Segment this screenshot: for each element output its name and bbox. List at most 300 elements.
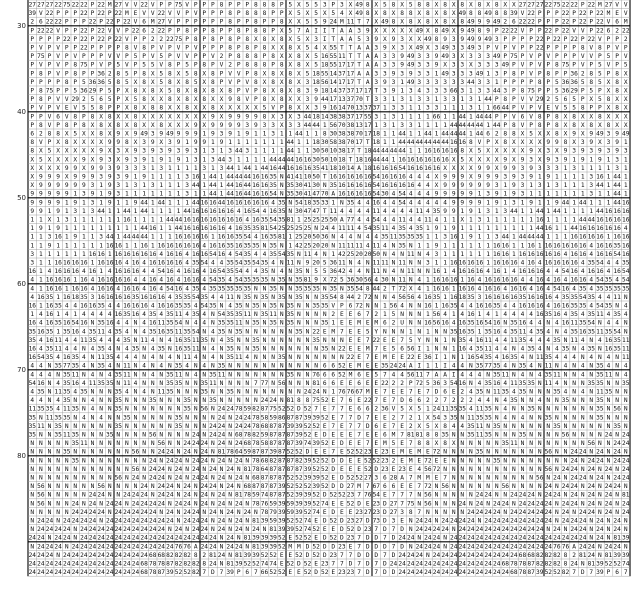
cell-symbol: 39	[252, 535, 260, 542]
cell-symbol: 4	[478, 285, 482, 292]
cell-symbol: 78	[519, 561, 527, 568]
cell-symbol: N	[460, 440, 464, 447]
cell-symbol: 4	[529, 311, 533, 318]
cell-symbol: M	[297, 543, 301, 550]
cell-symbol: N	[521, 466, 525, 473]
cell-symbol: 35	[97, 346, 105, 353]
cell-symbol: 35	[54, 363, 62, 370]
cell-symbol: 39	[622, 535, 630, 542]
cell-symbol: N	[194, 483, 198, 490]
cell-symbol: 39	[278, 483, 286, 490]
cell-symbol: 1	[443, 105, 447, 112]
cell-symbol: E	[383, 337, 387, 344]
cell-symbol: 23	[347, 535, 355, 542]
cell-symbol: 52	[295, 475, 303, 482]
cell-symbol: 44	[519, 234, 527, 241]
cell-symbol: 16	[519, 303, 527, 310]
cell-symbol: N	[435, 492, 439, 499]
cell-symbol: 3	[134, 182, 138, 189]
cell-symbol: 4	[202, 320, 206, 327]
cell-symbol: 7	[357, 535, 361, 542]
cell-symbol: 22	[140, 2, 148, 9]
cell-symbol: 87	[278, 475, 286, 482]
cell-symbol: 52	[261, 552, 269, 559]
cell-symbol: N	[538, 432, 542, 439]
cell-symbol: 35	[398, 234, 406, 241]
cell-symbol: N	[177, 483, 181, 490]
cell-symbol: 25	[295, 234, 303, 241]
cell-symbol: 24	[132, 518, 140, 525]
cell-symbol: 1	[254, 156, 258, 163]
cell-symbol: X	[65, 131, 69, 138]
cell-symbol: 16	[209, 208, 217, 215]
cell-symbol: 1	[323, 122, 327, 129]
cell-symbol: 24	[37, 518, 45, 525]
cell-symbol: E	[426, 449, 430, 456]
cell-symbol: 24	[235, 423, 243, 430]
cell-symbol: 1	[443, 268, 447, 275]
cell-symbol: T	[331, 36, 335, 43]
cell-symbol: 1	[151, 242, 155, 249]
cell-symbol: 11	[545, 363, 553, 370]
cell-symbol: 39	[295, 509, 303, 516]
cell-symbol: X	[392, 45, 396, 52]
cell-symbol: 4	[572, 285, 576, 292]
cell-symbol: 3	[443, 234, 447, 241]
cell-symbol: 49	[484, 36, 492, 43]
cell-symbol: E	[65, 105, 69, 112]
cell-symbol: 8	[288, 105, 292, 112]
cell-symbol: A	[572, 543, 576, 550]
cell-symbol: M	[366, 346, 370, 353]
cell-symbol: N	[607, 475, 611, 482]
cell-symbol: N	[486, 440, 490, 447]
cell-symbol: N	[538, 483, 542, 490]
cell-symbol: 35	[218, 285, 226, 292]
cell-symbol: X	[254, 36, 258, 43]
cell-symbol: N	[108, 483, 112, 490]
cell-symbol: D	[374, 466, 378, 473]
cell-symbol: 3	[486, 208, 490, 215]
cell-symbol: 3	[503, 174, 507, 181]
cell-symbol: 16	[527, 251, 535, 258]
cell-symbol: 24	[46, 526, 54, 533]
cell-symbol: 24	[192, 535, 200, 542]
cell-symbol: X	[564, 122, 568, 129]
cell-symbol: 24	[106, 526, 114, 533]
cell-symbol: 17	[355, 88, 363, 95]
cell-symbol: N	[538, 380, 542, 387]
cell-symbol: 8	[168, 62, 172, 69]
cell-symbol: N	[529, 414, 533, 421]
cell-symbol: 16	[218, 217, 226, 224]
cell-symbol: 44	[175, 225, 183, 232]
cell-symbol: 16	[605, 225, 613, 232]
cell-symbol: 16	[63, 268, 71, 275]
cell-symbol: 11	[63, 406, 71, 413]
cell-symbol: 24	[493, 509, 501, 516]
cell-symbol: 16	[519, 320, 527, 327]
cell-symbol: 22	[596, 19, 604, 26]
cell-symbol: 8	[280, 62, 284, 69]
cell-symbol: 1	[73, 242, 77, 249]
cell-symbol: 82	[545, 552, 553, 559]
cell-symbol: 17	[364, 88, 372, 95]
cell-symbol: X	[125, 122, 129, 129]
cell-symbol: 24	[235, 457, 243, 464]
cell-symbol: N	[73, 423, 77, 430]
cell-symbol: 14	[338, 105, 346, 112]
cell-symbol: 3	[228, 148, 232, 155]
cell-symbol: 35	[192, 260, 200, 267]
cell-symbol: 35	[63, 397, 71, 404]
cell-symbol: N	[116, 449, 120, 456]
cell-symbol: 35	[63, 389, 71, 396]
cell-symbol: 6	[39, 19, 43, 26]
cell-symbol: N	[598, 466, 602, 473]
cell-symbol: 9	[194, 139, 198, 146]
cell-symbol: 82	[183, 552, 191, 559]
cell-symbol: N	[245, 475, 249, 482]
cell-symbol: 4	[529, 337, 533, 344]
cell-symbol: 16	[123, 285, 131, 292]
cell-symbol: 35	[588, 294, 596, 301]
cell-symbol: 16	[192, 174, 200, 181]
cell-symbol: 3	[392, 53, 396, 60]
cell-symbol: E	[417, 457, 421, 464]
cell-symbol: 9	[82, 182, 86, 189]
cell-symbol: 1	[56, 251, 60, 258]
cell-symbol: 35	[106, 380, 114, 387]
cell-symbol: 38	[347, 131, 355, 138]
cell-symbol: 35	[115, 423, 123, 430]
cell-symbol: 3	[495, 234, 499, 241]
cell-symbol: 3	[538, 165, 542, 172]
cell-symbol: 81	[209, 552, 217, 559]
cell-symbol: 56	[149, 432, 157, 439]
cell-symbol: 9	[306, 260, 310, 267]
cell-symbol: N	[512, 483, 516, 490]
cell-symbol: 1	[581, 165, 585, 172]
cell-symbol: 7	[220, 569, 224, 576]
cell-symbol: 3	[211, 156, 215, 163]
cell-symbol: 4	[521, 260, 525, 267]
cell-symbol: 24	[226, 406, 234, 413]
cell-symbol: 16	[553, 242, 561, 249]
cell-symbol: 18	[355, 156, 363, 163]
cell-symbol: 24	[459, 535, 467, 542]
cell-symbol: N	[159, 380, 163, 387]
cell-symbol: 16	[441, 156, 449, 163]
cell-symbol: 1	[237, 165, 241, 172]
cell-symbol: 3	[116, 174, 120, 181]
cell-symbol: N	[177, 389, 181, 396]
cell-symbol: 24	[459, 518, 467, 525]
cell-symbol: 16	[596, 234, 604, 241]
cell-symbol: 35	[433, 294, 441, 301]
cell-symbol: 23	[364, 526, 372, 533]
cell-symbol: 87	[527, 569, 535, 576]
cell-symbol: 56	[424, 500, 432, 507]
cell-symbol: 4	[65, 337, 69, 344]
cell-symbol: 16	[63, 260, 71, 267]
cell-symbol: 16	[338, 191, 346, 198]
cell-symbol: P	[546, 79, 550, 86]
cell-symbol: 35	[278, 294, 286, 301]
cell-symbol: 17	[364, 122, 372, 129]
cell-symbol: 4	[211, 328, 215, 335]
cell-symbol: 16	[502, 260, 510, 267]
cell-symbol: N	[323, 337, 327, 344]
cell-symbol: 22	[132, 27, 140, 34]
cell-symbol: N	[125, 449, 129, 456]
cell-symbol: 2	[392, 414, 396, 421]
cell-symbol: 11	[175, 311, 183, 318]
cell-symbol: 16	[510, 277, 518, 284]
cell-symbol: 4	[263, 208, 267, 215]
cell-symbol: 8	[503, 139, 507, 146]
cell-symbol: V	[177, 45, 181, 52]
cell-symbol: N	[314, 294, 318, 301]
cell-symbol: 3	[443, 414, 447, 421]
cell-symbol: 36	[97, 70, 105, 77]
cell-symbol: 52	[321, 475, 329, 482]
cell-symbol: V	[546, 53, 550, 60]
cell-symbol: 24	[605, 492, 613, 499]
cell-symbol: X	[409, 36, 413, 43]
cell-symbol: 82	[192, 561, 200, 568]
cell-symbol: D	[297, 561, 301, 568]
cell-symbol: X	[607, 105, 611, 112]
cell-symbol: 16	[390, 182, 398, 189]
cell-symbol: N	[245, 371, 249, 378]
cell-symbol: 8	[263, 96, 267, 103]
cell-symbol: 1	[159, 191, 163, 198]
cell-symbol: 22	[519, 19, 527, 26]
cell-symbol: 75	[553, 2, 561, 9]
cell-symbol: 24	[553, 492, 561, 499]
cell-symbol: N	[486, 457, 490, 464]
cell-symbol: 39	[304, 457, 312, 464]
cell-symbol: E	[331, 526, 335, 533]
cell-symbol: 4	[417, 88, 421, 95]
cell-symbol: 35	[218, 363, 226, 370]
cell-symbol: N	[228, 500, 232, 507]
cell-symbol: 1	[82, 234, 86, 241]
cell-symbol: 1	[202, 148, 206, 155]
cell-symbol: N	[581, 406, 585, 413]
cell-symbol: 16	[381, 182, 389, 189]
cell-symbol: 9	[555, 199, 559, 206]
cell-symbol: 9	[598, 156, 602, 163]
cell-symbol: N	[142, 449, 146, 456]
cell-symbol: 4	[30, 389, 34, 396]
cell-symbol: P	[572, 45, 576, 52]
cell-symbol: 87	[287, 457, 295, 464]
cell-symbol: 4	[228, 277, 232, 284]
cell-symbol: 24	[132, 492, 140, 499]
cell-symbol: 36	[562, 88, 570, 95]
cell-symbol: 35	[252, 346, 260, 353]
cell-symbol: V	[56, 45, 60, 52]
cell-symbol: 35	[519, 432, 527, 439]
cell-symbol: 24	[570, 526, 578, 533]
cell-symbol: N	[383, 268, 387, 275]
cell-symbol: 16	[579, 328, 587, 335]
cell-symbol: N	[572, 406, 576, 413]
cell-symbol: 4	[538, 260, 542, 267]
cell-symbol: 35	[46, 354, 54, 361]
cell-symbol: 24	[570, 518, 578, 525]
cell-symbol: 1	[202, 182, 206, 189]
cell-symbol: V	[228, 79, 232, 86]
cell-symbol: 20	[364, 251, 372, 258]
cell-symbol: 56	[390, 303, 398, 310]
cell-symbol: 4	[73, 346, 77, 353]
cell-symbol: 1	[435, 122, 439, 129]
cell-symbol: N	[288, 208, 292, 215]
cell-symbol: 16	[407, 182, 415, 189]
cell-symbol: 44	[398, 131, 406, 138]
cell-symbol: N	[116, 466, 120, 473]
cell-symbol: N	[168, 440, 172, 447]
cell-symbol: I	[417, 346, 421, 353]
cell-symbol: 4	[82, 311, 86, 318]
cell-symbol: 9	[125, 156, 129, 163]
cell-symbol: X	[245, 105, 249, 112]
cell-symbol: 35	[312, 337, 320, 344]
cell-symbol: E	[400, 354, 404, 361]
cell-symbol: X	[56, 165, 60, 172]
cell-symbol: 4	[452, 268, 456, 275]
cell-symbol: 9	[82, 156, 86, 163]
cell-symbol: 35	[527, 380, 535, 387]
cell-symbol: X	[142, 105, 146, 112]
cell-symbol: 87	[269, 432, 277, 439]
cell-symbol: 16	[192, 242, 200, 249]
cell-symbol: P	[177, 62, 181, 69]
cell-symbol: 5	[73, 131, 77, 138]
cell-symbol: X	[177, 96, 181, 103]
cell-symbol: 56	[424, 492, 432, 499]
cell-symbol: 1	[383, 303, 387, 310]
cell-symbol: 7	[340, 552, 344, 559]
cell-symbol: N	[99, 423, 103, 430]
cell-symbol: 24	[510, 518, 518, 525]
cell-symbol: 6	[99, 96, 103, 103]
cell-symbol: 16	[175, 285, 183, 292]
cell-symbol: E	[331, 569, 335, 576]
cell-symbol: 1	[65, 251, 69, 258]
cell-symbol: 35	[433, 208, 441, 215]
cell-symbol: 9	[168, 148, 172, 155]
cell-symbol: 52	[321, 483, 329, 490]
cell-symbol: N	[589, 363, 593, 370]
cell-symbol: 14	[330, 79, 338, 86]
cell-symbol: 4	[202, 311, 206, 318]
cell-symbol: 24	[510, 526, 518, 533]
cell-symbol: 38	[347, 122, 355, 129]
cell-symbol: 3	[220, 131, 224, 138]
cell-symbol: 35	[588, 311, 596, 318]
cell-symbol: 1	[263, 139, 267, 146]
cell-symbol: 7	[392, 423, 396, 430]
cell-symbol: 87	[261, 449, 269, 456]
cell-symbol: 22	[63, 36, 71, 43]
cell-symbol: N	[598, 440, 602, 447]
cell-symbol: 4	[555, 294, 559, 301]
cell-symbol: 4	[581, 337, 585, 344]
cell-symbol: 72	[424, 457, 432, 464]
cell-symbol: 5	[426, 380, 430, 387]
cell-symbol: P	[202, 45, 206, 52]
cell-symbol: 8	[228, 45, 232, 52]
cell-symbol: N	[82, 492, 86, 499]
cell-symbol: 35	[72, 432, 80, 439]
cell-symbol: X	[220, 88, 224, 95]
cell-symbol: N	[512, 423, 516, 430]
cell-symbol: D	[306, 543, 310, 550]
cell-symbol: 47	[312, 208, 320, 215]
cell-symbol: 78	[510, 561, 518, 568]
cell-symbol: 10	[330, 156, 338, 163]
cell-symbol: 37	[347, 88, 355, 95]
cell-symbol: N	[426, 552, 430, 559]
cell-symbol: P	[48, 53, 52, 60]
cell-symbol: E	[435, 457, 439, 464]
cell-symbol: N	[151, 449, 155, 456]
cell-symbol: 16	[158, 328, 166, 335]
cell-symbol: N	[73, 492, 77, 499]
cell-symbol: 1	[624, 191, 628, 198]
cell-symbol: M	[374, 320, 378, 327]
cell-symbol: 16	[484, 285, 492, 292]
cell-symbol: 16	[459, 346, 467, 353]
cell-symbol: 54	[158, 268, 166, 275]
cell-symbol: N	[589, 535, 593, 542]
cell-symbol: 24	[201, 535, 209, 542]
cell-symbol: 67	[355, 389, 363, 396]
cell-symbol: 39	[261, 518, 269, 525]
cell-symbol: 24	[97, 543, 105, 550]
cell-symbol: 6	[417, 397, 421, 404]
cell-symbol: 16	[605, 337, 613, 344]
cell-symbol: P	[245, 70, 249, 77]
cell-symbol: P	[572, 53, 576, 60]
cell-symbol: 24	[97, 552, 105, 559]
cell-symbol: N	[469, 500, 473, 507]
cell-symbol: 9	[73, 174, 77, 181]
cell-symbol: 1	[572, 199, 576, 206]
cell-symbol: 7	[400, 492, 404, 499]
cell-symbol: 16	[510, 285, 518, 292]
cell-symbol: 24	[115, 561, 123, 568]
cell-symbol: E	[314, 561, 318, 568]
cell-symbol: 24	[209, 509, 217, 516]
cell-symbol: 5	[357, 36, 361, 43]
cell-symbol: P	[572, 10, 576, 17]
cell-symbol: 4	[357, 260, 361, 267]
cell-symbol: P	[65, 27, 69, 34]
cell-symbol: N	[555, 483, 559, 490]
cell-symbol: 6	[349, 397, 353, 404]
cell-symbol: 24	[493, 500, 501, 507]
cell-symbol: P	[589, 62, 593, 69]
cell-symbol: 24	[72, 518, 80, 525]
cell-symbol: 1	[73, 191, 77, 198]
cell-symbol: 35	[226, 285, 234, 292]
cell-symbol: N	[564, 406, 568, 413]
